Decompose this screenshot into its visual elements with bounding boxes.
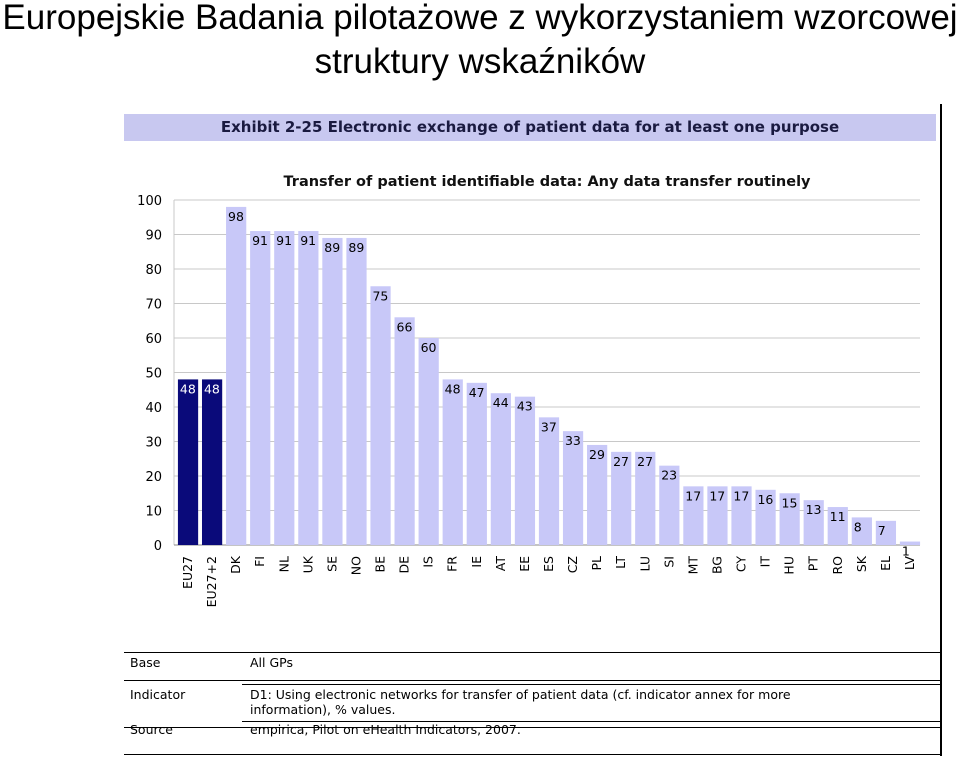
bar	[467, 383, 487, 545]
x-tick-label: LV	[901, 556, 917, 571]
data-label: 13	[805, 502, 822, 518]
bar	[563, 431, 583, 545]
footer-indicator-label: Indicator	[130, 687, 186, 702]
y-tick-label: 80	[145, 263, 162, 278]
data-label: 8	[853, 519, 862, 535]
data-label: 43	[516, 398, 533, 414]
exhibit-header	[124, 114, 936, 141]
y-tick-label: 10	[145, 504, 162, 520]
x-tick-label: PL	[589, 556, 605, 571]
data-label: 48	[444, 381, 461, 397]
data-label: 27	[613, 453, 629, 469]
data-label: 17	[709, 488, 726, 504]
y-tick-label: 60	[145, 332, 162, 347]
x-tick-label: LU	[637, 556, 653, 572]
data-label: 23	[661, 467, 678, 483]
footer-base-value: All GPs	[250, 655, 293, 670]
x-tick-label: ES	[541, 556, 556, 572]
x-tick-label: BE	[372, 556, 388, 573]
footer-source-label: Source	[130, 722, 173, 737]
y-tick-label: 40	[145, 401, 162, 416]
data-label: 91	[300, 233, 317, 249]
x-tick-label: DE	[396, 556, 412, 574]
footer-indicator-value: D1: Using electronic networks for transfer of patient data (cf. indicator annex for more information), % values.	[250, 687, 791, 717]
chart-title: Transfer of patient identifiable data: Any data transfer routinely	[283, 174, 811, 190]
x-tick-label: AT	[492, 556, 508, 572]
exhibit-title: Exhibit 2-25 Electronic exchange of patient data for at least one purpose	[220, 118, 840, 136]
bar	[322, 238, 342, 545]
bar	[298, 231, 318, 545]
data-label: 11	[829, 509, 846, 525]
bar	[274, 231, 294, 545]
footer-base-label: Base	[130, 655, 161, 670]
data-label: 91	[276, 233, 293, 249]
bar	[346, 238, 366, 545]
data-label: 48	[203, 381, 220, 397]
x-tick-label: IT	[757, 556, 773, 568]
footer-source-value: empirica, Pilot on eHealth Indicators, 2007.	[250, 722, 521, 737]
data-label: 44	[492, 395, 509, 411]
y-tick-label: 70	[145, 297, 162, 313]
footer-rule	[124, 680, 940, 681]
data-label: 1	[901, 543, 910, 559]
data-label: 60	[420, 340, 437, 355]
data-label: 66	[396, 319, 413, 335]
footer-row-base	[124, 652, 940, 678]
x-tick-label: FI	[252, 556, 268, 567]
data-label: 91	[252, 233, 269, 249]
x-tick-label: BG	[709, 556, 725, 575]
x-tick-label: CY	[733, 556, 749, 573]
data-label: 33	[564, 433, 581, 449]
data-label: 17	[733, 488, 750, 504]
bar	[539, 417, 559, 545]
y-tick-label: 0	[153, 539, 162, 554]
bar	[178, 379, 198, 545]
data-label: 15	[781, 495, 798, 511]
x-tick-label: HU	[781, 556, 797, 575]
bar-chart	[120, 160, 930, 630]
x-tick-label: SI	[661, 556, 677, 568]
x-tick-label: EL	[877, 556, 893, 571]
x-tick-label: PT	[805, 556, 821, 572]
data-label: 29	[589, 446, 605, 462]
footer-rule	[124, 754, 940, 755]
y-tick-label: 90	[145, 228, 162, 244]
y-tick-label: 20	[145, 470, 162, 485]
x-tick-label: EE	[516, 556, 532, 572]
data-label: 89	[348, 239, 365, 255]
bar	[419, 338, 439, 545]
data-label: 7	[877, 522, 886, 538]
bar	[370, 286, 390, 545]
x-tick-label: NO	[348, 556, 364, 576]
x-tick-label: DK	[228, 556, 244, 574]
slide-title: Europejskie Badania pilotażowe z wykorzystaniem wzorcowej struktury wskaźników	[2, 0, 958, 81]
data-label: 48	[179, 381, 196, 397]
x-tick-label: EU27+2	[204, 556, 220, 608]
x-tick-label: NL	[276, 556, 292, 573]
x-tick-label: LT	[613, 556, 629, 569]
bar	[250, 231, 270, 545]
x-tick-label: UK	[300, 556, 316, 574]
data-label: 89	[324, 239, 341, 255]
footer-table	[124, 652, 940, 744]
bar	[395, 317, 415, 545]
data-label: 16	[757, 491, 774, 507]
x-tick-label: IS	[420, 556, 436, 568]
y-tick-label: 50	[145, 366, 162, 382]
data-label: 17	[685, 488, 702, 504]
data-label: 47	[468, 384, 485, 400]
y-tick-label: 30	[145, 435, 162, 451]
x-tick-label: IE	[468, 556, 484, 568]
bar	[491, 393, 511, 545]
bar	[443, 379, 463, 545]
footer-row-indicator	[124, 684, 940, 724]
bar	[515, 397, 535, 545]
x-tick-label: SK	[853, 556, 869, 573]
bar	[202, 379, 222, 545]
x-tick-label: FR	[444, 556, 460, 572]
x-tick-label: MT	[685, 556, 701, 575]
x-tick-label: SE	[324, 556, 340, 572]
data-label: 98	[228, 208, 244, 224]
data-label: 37	[540, 419, 557, 435]
data-label: 75	[372, 288, 389, 304]
bar	[226, 207, 246, 545]
data-label: 27	[637, 453, 654, 469]
x-tick-label: EU27	[180, 556, 196, 589]
footer-row-source	[124, 719, 940, 745]
right-border-line	[940, 104, 942, 756]
x-tick-label: RO	[829, 556, 845, 575]
y-tick-label: 100	[137, 194, 162, 209]
x-tick-label: CZ	[565, 556, 581, 574]
